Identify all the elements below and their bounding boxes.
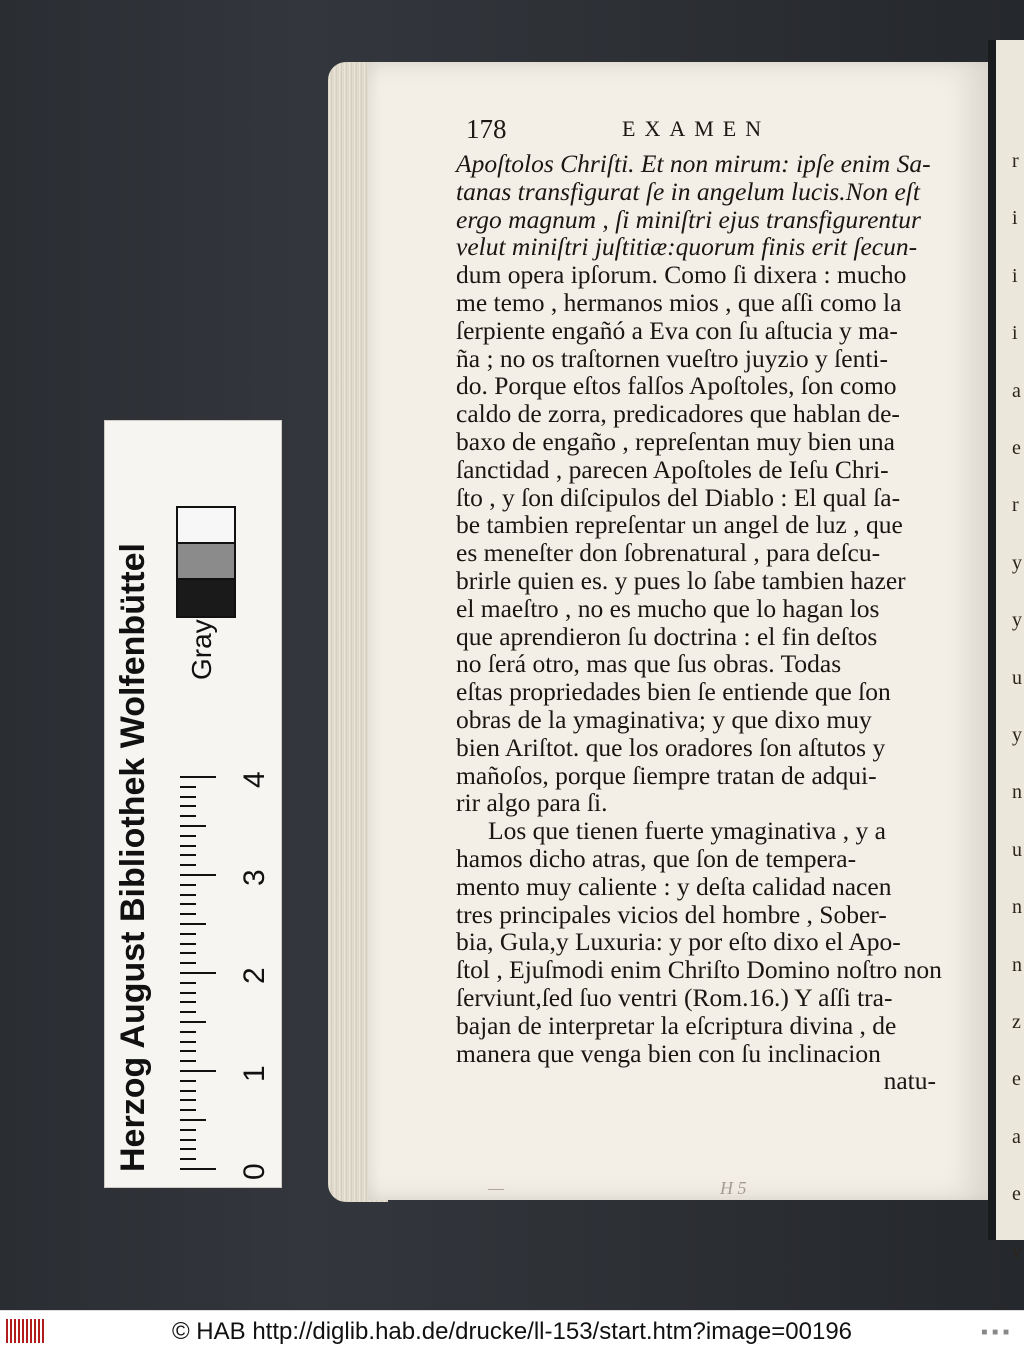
ruler-tick — [180, 943, 196, 945]
ruler-tick — [180, 825, 206, 827]
text-line: do. Porque eſtos falſos Apoſtoles, ſon como — [456, 371, 897, 401]
text-line: ña ; no os traſtornen vueſtro juyzio y ſenti- — [456, 343, 888, 373]
ruler-tick — [180, 1041, 196, 1043]
catchword: natu- — [883, 1066, 936, 1096]
facing-page-glyph: v — [1012, 1240, 1022, 1263]
ruler-tick — [180, 1099, 196, 1101]
ruler-tick — [180, 884, 196, 886]
facing-page-glyph: i — [1012, 322, 1018, 345]
ruler-tick — [180, 913, 196, 915]
text-line: obras de la ymaginativa; y que dixo muy — [456, 704, 872, 734]
ruler-tick — [180, 982, 196, 984]
ruler-number: 2 — [238, 967, 271, 984]
white-swatch — [176, 506, 236, 546]
ruler-number: 4 — [238, 771, 271, 788]
text-line: que aprendieron ſu doctrina : el fin deſtos — [456, 621, 878, 651]
text-line: caldo de zorra, predicadores que hablan de- — [456, 399, 900, 429]
running-title: EXAMEN — [622, 116, 771, 141]
text-line: ergo magnum , ſi miniſtri ejus transfigurentur — [456, 204, 921, 234]
ruler-title: Herzog August Bibliothek Wolfenbüttel — [114, 543, 152, 1172]
ruler-tick — [180, 1021, 206, 1023]
facing-page-edge — [988, 40, 1024, 1240]
ruler-number: 0 — [238, 1163, 271, 1180]
page-number: 178 — [466, 114, 507, 144]
facing-page-glyph: u — [1012, 838, 1022, 861]
ruler-tick — [180, 1070, 216, 1072]
text-line: el maeſtro , no es mucho que lo hagan los — [456, 593, 880, 623]
facing-page-glyph: n — [1012, 781, 1022, 804]
text-line: ſanctidad , parecen Apoſtoles de Ieſu Chri- — [456, 454, 889, 484]
facing-page-glyph: n — [1012, 896, 1022, 919]
facing-page-glyph: e — [1012, 1183, 1021, 1206]
facing-page-glyph: a — [1012, 379, 1021, 402]
ruler-tick — [180, 1129, 196, 1131]
ruler-tick — [180, 854, 196, 856]
ruler-tick — [180, 1001, 196, 1003]
text-line: bia, Gula,y Luxuria: y por eſto dixo el Apo- — [456, 927, 901, 957]
ruler-tick — [180, 796, 196, 798]
text-line: ſtol , Ejuſmodi enim Chriſto Domino noſtro non — [456, 955, 942, 985]
page-header — [466, 114, 966, 148]
ruler-tick — [180, 894, 196, 896]
ruler-tick — [180, 923, 206, 925]
black-swatch — [176, 578, 236, 618]
footer-bar — [0, 1310, 1024, 1351]
ruler-tick — [180, 1148, 196, 1150]
ruler-tick — [180, 1031, 196, 1033]
text-line: Los que tienen fuerte ymaginativa , y a — [488, 816, 886, 846]
ruler-tick — [180, 815, 196, 817]
text-line: es meneſter don ſobrenatural , para deſcu- — [456, 538, 881, 568]
text-line: manera que venga bien con ſu inclinacion — [456, 1038, 881, 1068]
ruler-tick — [180, 786, 196, 788]
facing-page-glyph: r — [1012, 494, 1019, 517]
text-line: mento muy caliente : y deſta calidad nacen — [456, 871, 892, 901]
gray-swatch — [176, 542, 236, 582]
facing-page-glyph: e — [1012, 437, 1021, 459]
facing-page-glyph: u — [1012, 666, 1022, 689]
ruler-tick — [180, 835, 196, 837]
ruler-tick — [180, 933, 196, 935]
text-line: ſerviunt,ſed ſuo ventri (Rom.16.) Y aſſi tra- — [456, 982, 893, 1012]
text-line: tres principales vicios del hombre , Sober- — [456, 899, 887, 929]
text-line: no ſerá otro, mas que ſus obras. Todas — [456, 649, 842, 679]
text-line: ſerpiente engañó a Eva con ſu aſtucia y ma- — [456, 315, 898, 345]
signature-mark: H 5 — [720, 1178, 747, 1198]
footer-copyright: © HAB http://diglib.hab.de/drucke/ll-153/start.htm?image=00196 — [171, 1318, 853, 1345]
ruler-tick — [180, 952, 196, 954]
text-line: eſtas propriedades bien ſe entiende que ſon — [456, 677, 891, 707]
ruler-tick — [180, 903, 196, 905]
text-line: be tambien repreſentar un angel de luz , que — [456, 510, 903, 540]
ruler-tick — [180, 1158, 196, 1160]
facing-page-glyph: a — [1012, 1125, 1021, 1148]
facing-page-glyph: y — [1012, 551, 1022, 574]
text-line: me temo , hermanos mios , que aſſi como la — [456, 287, 902, 317]
text-line: mañoſos, porque ſiempre tratan de adqui- — [456, 760, 877, 790]
ruler-tick — [180, 1139, 196, 1141]
text-line: ſto , y ſon diſcipulos del Diablo : El qual ſa- — [456, 482, 901, 512]
facing-page-glyph: y — [1012, 724, 1022, 746]
text-line: bajan de interpretar la eſcriptura divina , de — [456, 1010, 897, 1040]
footer-dots-icon: ■ ■ ■ — [981, 1327, 1010, 1338]
ruler-tick — [180, 864, 196, 866]
ruler-tick — [180, 845, 196, 847]
text-line: tanas transfigurat ſe in angelum lucis.Non eſt — [456, 176, 920, 206]
text-line: brirle quien es. y pues lo ſabe tambien hazer — [456, 565, 906, 595]
ruler-tick — [180, 805, 196, 807]
ruler-tick — [180, 874, 216, 876]
ruler-tick — [180, 776, 216, 778]
facing-page-glyph: n — [1012, 953, 1022, 976]
ruler-tick — [180, 1109, 196, 1111]
ruler-tick — [180, 992, 196, 994]
ruler-tick — [180, 1119, 206, 1121]
facing-page-glyph: i — [1012, 264, 1018, 287]
facing-page-glyph: e — [1012, 1068, 1021, 1091]
ruler-tick — [180, 962, 196, 964]
ruler-tick — [180, 1080, 196, 1082]
facing-page-glyph: z — [1012, 1011, 1021, 1033]
ruler-tick — [180, 1011, 196, 1013]
text-line: baxo de engaño , repreſentan muy bien una — [456, 426, 896, 456]
text-line: hamos dicho atras, que ſon de tempera- — [456, 843, 857, 873]
text-line: Apoſtolos Chriſti. Et non mirum: ipſe enim Sa- — [456, 149, 931, 178]
text-block — [456, 150, 946, 1095]
ruler-number: 1 — [238, 1065, 271, 1082]
facing-page-glyph: y — [1012, 609, 1022, 632]
ruler-number: 3 — [238, 869, 271, 886]
text-line: dum opera ipſorum. Como ſi dixera : mucho — [456, 260, 907, 290]
text-line: bien Ariſtot. que los oradores ſon aſtutos y — [456, 732, 886, 762]
facing-page-glyph: i — [1012, 207, 1018, 230]
ruler-tick — [180, 1090, 196, 1092]
text-line: rir algo para ſi. — [456, 788, 608, 818]
ruler-tick — [180, 972, 216, 974]
ruler-tick — [180, 1168, 216, 1170]
facing-page-glyph: r — [1012, 150, 1019, 172]
text-line: velut miniſtri juſtitiæ:quorum finis erit ſecun- — [456, 232, 918, 262]
show-through-text: — — [488, 1178, 505, 1198]
ruler-tick — [180, 1050, 196, 1052]
ruler-tick — [180, 1060, 196, 1062]
ruler-ticks — [180, 768, 220, 1188]
